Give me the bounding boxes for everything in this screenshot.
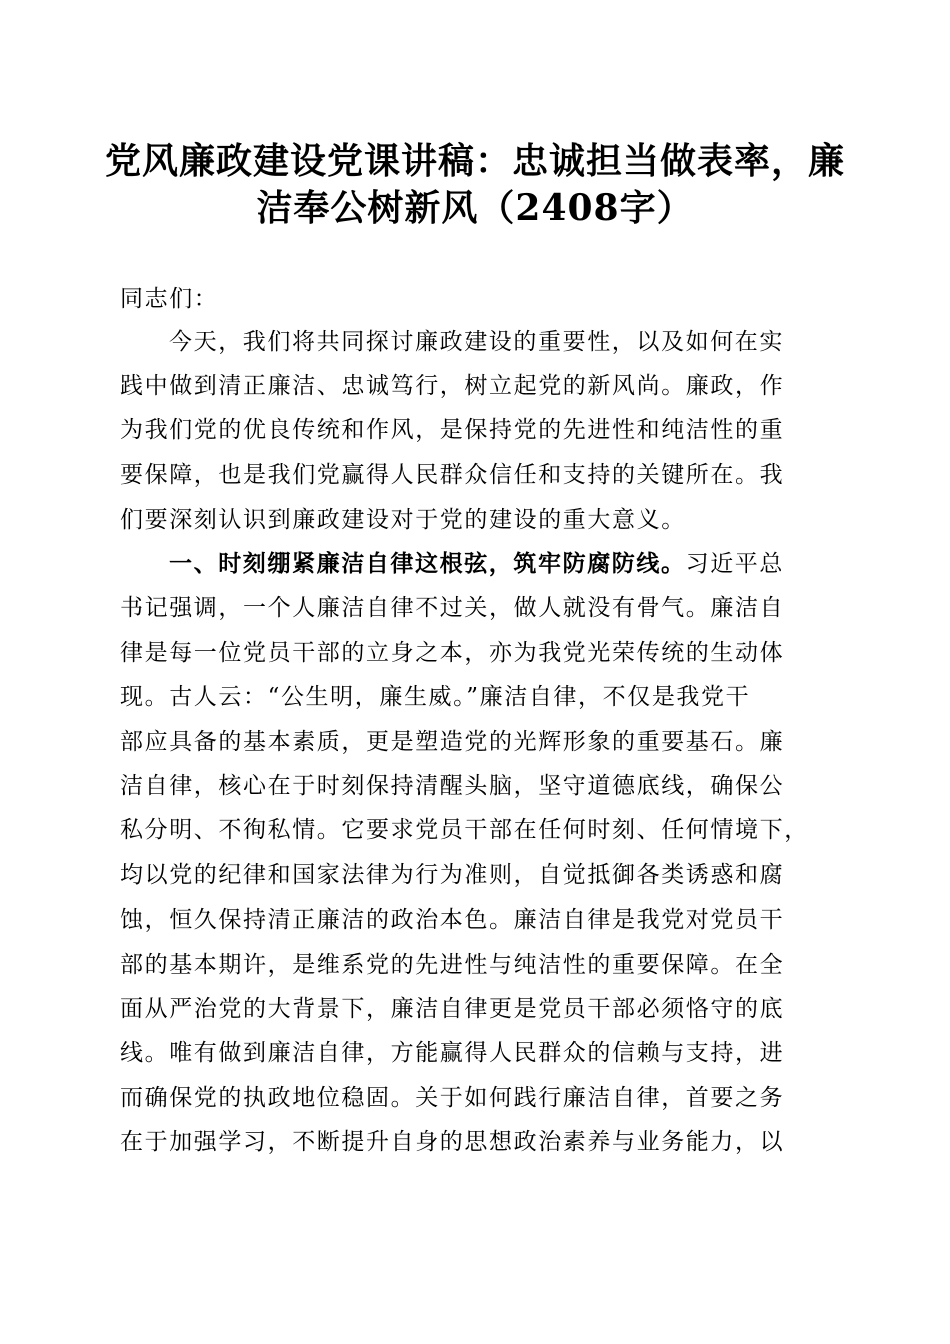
paragraph-line: 们要深刻认识到廉政建设对于党的建设的重大意义。: [120, 507, 686, 533]
paragraph-line: 均以党的纪律和国家法律为行为准则，自觉抵御各类诱惑和腐: [120, 862, 785, 888]
document-title-line-2: 洁奉公树新风（2408字）: [256, 187, 694, 229]
paragraph-line: 部的基本期许，是维系党的先进性与纯洁性的重要保障。在全: [120, 952, 785, 978]
paragraph-line: 要保障，也是我们党赢得人民群众信任和支持的关键所在。我: [120, 462, 785, 488]
paragraph-line: 践中做到清正廉洁、忠诚笃行，树立起党的新风尚。廉政，作: [120, 373, 785, 399]
paragraph-line: 在于加强学习，不断提升自身的思想政治素养与业务能力，以: [120, 1129, 785, 1155]
document-title-line-1: 党风廉政建设党课讲稿：忠诚担当做表率，廉: [104, 140, 845, 182]
paragraph-line: 洁自律，核心在于时刻保持清醒头脑，坚守道德底线，确保公: [120, 773, 785, 799]
paragraph-text: 习近平总: [685, 551, 785, 577]
paragraph-line: 现。古人云：“公生明，廉生威。”廉洁自律，不仅是我党干: [120, 684, 751, 710]
paragraph-line: 蚀，恒久保持清正廉洁的政治本色。廉洁自律是我党对党员干: [120, 907, 785, 933]
paragraph-line: 部应具备的基本素质，更是塑造党的光辉形象的重要基石。廉: [120, 729, 785, 755]
section-1-first-line: [169, 549, 832, 579]
paragraph-line: 线。唯有做到廉洁自律，方能赢得人民群众的信赖与支持，进: [120, 1040, 785, 1066]
paragraph-line: 私分明、不徇私情。它要求党员干部在任何时刻、任何情境下，: [120, 817, 809, 843]
paragraph-line: 律是每一位党员干部的立身之本，亦为我党光荣传统的生动体: [120, 640, 785, 666]
paragraph-line: 书记强调，一个人廉洁自律不过关，做人就没有骨气。廉洁自: [120, 595, 785, 621]
section-heading: 一、时刻绷紧廉洁自律这根弦，筑牢防腐防线。: [169, 550, 686, 577]
paragraph-line: 今天，我们将共同探讨廉政建设的重要性，以及如何在实: [169, 329, 784, 355]
paragraph-line: 面从严治党的大背景下，廉洁自律更是党员干部必须恪守的底: [120, 996, 785, 1022]
paragraph-line: 为我们党的优良传统和作风，是保持党的先进性和纯洁性的重: [120, 417, 785, 443]
paragraph-line: 而确保党的执政地位稳固。关于如何践行廉洁自律，首要之务: [120, 1085, 785, 1111]
salutation: 同志们：: [120, 286, 219, 312]
